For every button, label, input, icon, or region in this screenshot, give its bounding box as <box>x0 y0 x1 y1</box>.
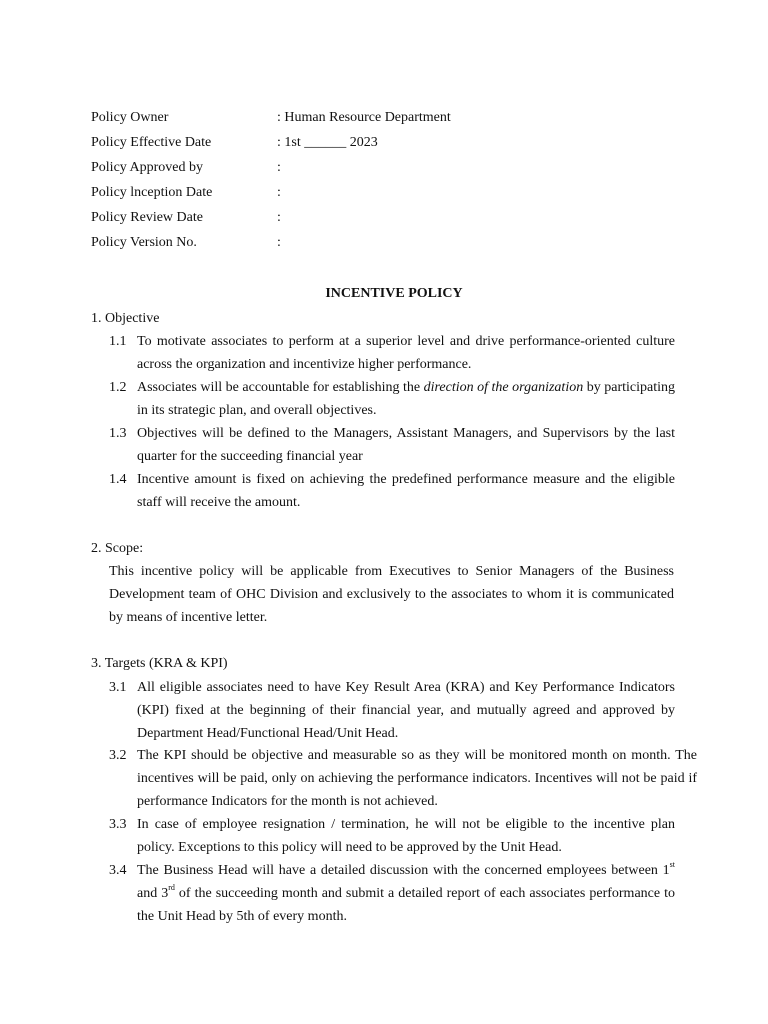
meta-value: : <box>277 235 281 250</box>
item-number: 1.2 <box>109 380 127 395</box>
section-heading-scope: 2. Scope: <box>91 541 144 556</box>
text-segment: and 3 <box>137 886 169 901</box>
document-title: INCENTIVE POLICY <box>325 286 463 301</box>
meta-row-inception-date <box>91 181 691 206</box>
section-heading-objective: 1. Objective <box>91 311 160 326</box>
targets-item-text <box>137 859 675 928</box>
meta-label: Policy Review Date <box>91 210 203 225</box>
text-segment: of the succeeding month and submit a detailed report of each associates performance to the Unit Head by 5th of every month. <box>137 886 675 924</box>
targets-item-text: The KPI should be objective and measurable so as they will be monitored month on month. The incentives will be paid, only on achieving the performance indicators. Incentives will not be paid if performance Indicators for the month is not achieved. <box>137 748 697 809</box>
meta-value: : Human Resource Department <box>277 110 451 125</box>
objective-item-text <box>137 376 675 422</box>
meta-label: Policy Version No. <box>91 235 197 250</box>
text-segment: Associates will be accountable for establishing the <box>137 380 424 395</box>
meta-row-owner <box>91 106 691 131</box>
targets-item-text: In case of employee resignation / termination, he will not be eligible to the incentive plan policy. Exceptions to this policy will need to be approved by the Unit Head. <box>137 817 675 855</box>
meta-label: Policy Effective Date <box>91 135 212 150</box>
objective-item-text: To motivate associates to perform at a superior level and drive performance-oriented culture across the organization and incentivize higher performance. <box>137 334 675 372</box>
text-segment: by participating in its strategic plan, and overall objectives. <box>137 380 675 418</box>
item-number: 3.2 <box>109 748 127 763</box>
item-number: 1.1 <box>109 334 127 349</box>
meta-value: : <box>277 185 281 200</box>
meta-row-approved-by <box>91 156 691 181</box>
text-segment: The Business Head will have a detailed discussion with the concerned employees between 1 <box>137 863 670 878</box>
meta-value: : <box>277 210 281 225</box>
meta-value: : <box>277 160 281 175</box>
meta-value: : 1st ______ 2023 <box>277 135 378 150</box>
scope-paragraph: This incentive policy will be applicable from Executives to Senior Managers of the Business Development team of OHC Division and exclusively to the associates to whom it is communicated by means of incentive letter. <box>109 564 674 625</box>
item-number: 3.1 <box>109 680 127 695</box>
objective-item-text: Objectives will be defined to the Managers, Assistant Managers, and Supervisors by the last quarter for the succeeding financial year <box>137 426 675 464</box>
item-number: 1.4 <box>109 472 127 487</box>
superscript: rd <box>168 883 175 893</box>
meta-row-review-date <box>91 206 691 231</box>
meta-label: Policy Approved by <box>91 160 203 175</box>
section-heading-targets: 3. Targets (KRA & KPI) <box>91 656 228 671</box>
superscript: st <box>669 860 675 870</box>
meta-label: Policy Owner <box>91 110 169 125</box>
meta-row-effective-date <box>91 131 691 156</box>
targets-item-text: All eligible associates need to have Key Result Area (KRA) and Key Performance Indicators (KPI) fixed at the beginning of their financial year, and mutually agreed and approved by Department Head/Functional Head/Unit Head. <box>137 680 675 741</box>
italic-phrase: direction of the organization <box>423 380 584 395</box>
item-number: 3.3 <box>109 817 127 832</box>
item-number: 3.4 <box>109 863 127 878</box>
meta-label: Policy lnception Date <box>91 185 213 200</box>
objective-item-text: Incentive amount is fixed on achieving the predefined performance measure and the eligible staff will receive the amount. <box>137 472 675 510</box>
meta-row-version-no <box>91 231 691 256</box>
item-number: 1.3 <box>109 426 127 441</box>
